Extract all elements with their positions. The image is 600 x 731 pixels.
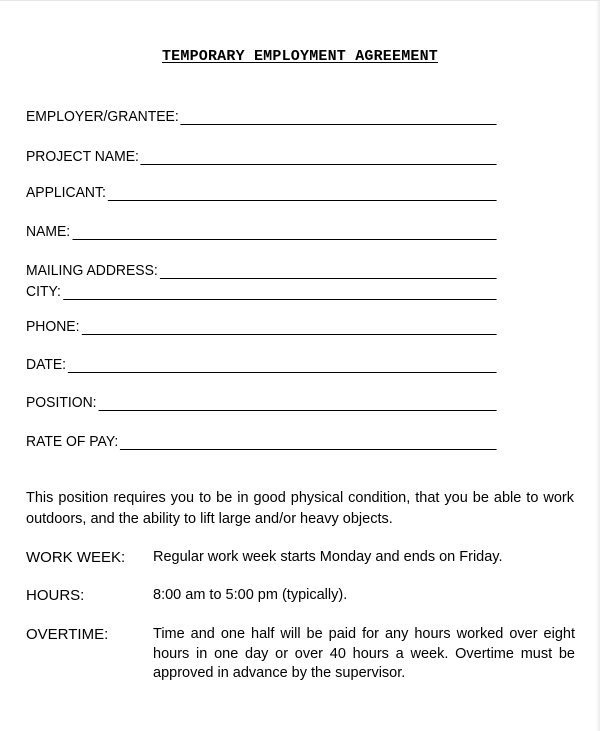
document-title-text: TEMPORARY EMPLOYMENT AGREEMENT — [161, 48, 439, 65]
rate-of-pay-input-line[interactable] — [120, 435, 496, 450]
field-rate-of-pay — [26, 430, 497, 450]
field-city — [26, 280, 497, 300]
field-label: POSITION: — [26, 394, 97, 411]
page-edge-shadow — [596, 1, 600, 731]
field-label: DATE: — [26, 356, 67, 373]
field-applicant — [26, 181, 497, 201]
phone-input-line[interactable] — [81, 320, 496, 335]
field-label: CITY: — [26, 283, 61, 300]
employer-grantee-input-line[interactable] — [181, 110, 497, 125]
term-label-work-week: WORK WEEK: — [26, 549, 126, 566]
position-input-line[interactable] — [98, 396, 496, 411]
term-value-overtime: Time and one half will be paid for any hours worked over eight hours in one day or over 40 hours a week. Overtime must be approved in advance by the supervisor. — [153, 626, 575, 681]
applicant-input-line[interactable] — [108, 186, 497, 201]
requirements-paragraph: This position requires you to be in good physical condition, that you be able to work outdoors, and the ability to lift large and/or heavy objects. — [26, 490, 574, 527]
field-date — [26, 353, 497, 373]
term-value-work-week: Regular work week starts Monday and ends on Friday. — [153, 549, 503, 565]
field-mailing-address — [26, 259, 497, 279]
field-employer-grantee — [26, 105, 497, 125]
mailing-address-input-line[interactable] — [160, 264, 497, 279]
field-position — [26, 391, 497, 411]
document-title — [0, 48, 600, 65]
field-name — [26, 220, 497, 240]
field-project-name — [26, 145, 497, 165]
term-label-overtime: OVERTIME: — [26, 626, 109, 643]
field-label: APPLICANT: — [26, 184, 106, 201]
field-label: MAILING ADDRESS: — [26, 262, 158, 279]
date-input-line[interactable] — [68, 358, 497, 373]
field-phone — [26, 315, 497, 335]
field-label: NAME: — [26, 223, 71, 240]
field-label: PHONE: — [26, 318, 80, 335]
field-label: EMPLOYER/GRANTEE: — [26, 108, 179, 125]
field-label: RATE OF PAY: — [26, 433, 119, 450]
field-label: PROJECT NAME: — [26, 148, 139, 165]
city-input-line[interactable] — [63, 285, 497, 300]
term-label-hours: HOURS: — [26, 587, 85, 604]
term-value-hours: 8:00 am to 5:00 pm (typically). — [153, 587, 348, 603]
project-name-input-line[interactable] — [141, 150, 497, 165]
name-input-line[interactable] — [72, 225, 497, 240]
